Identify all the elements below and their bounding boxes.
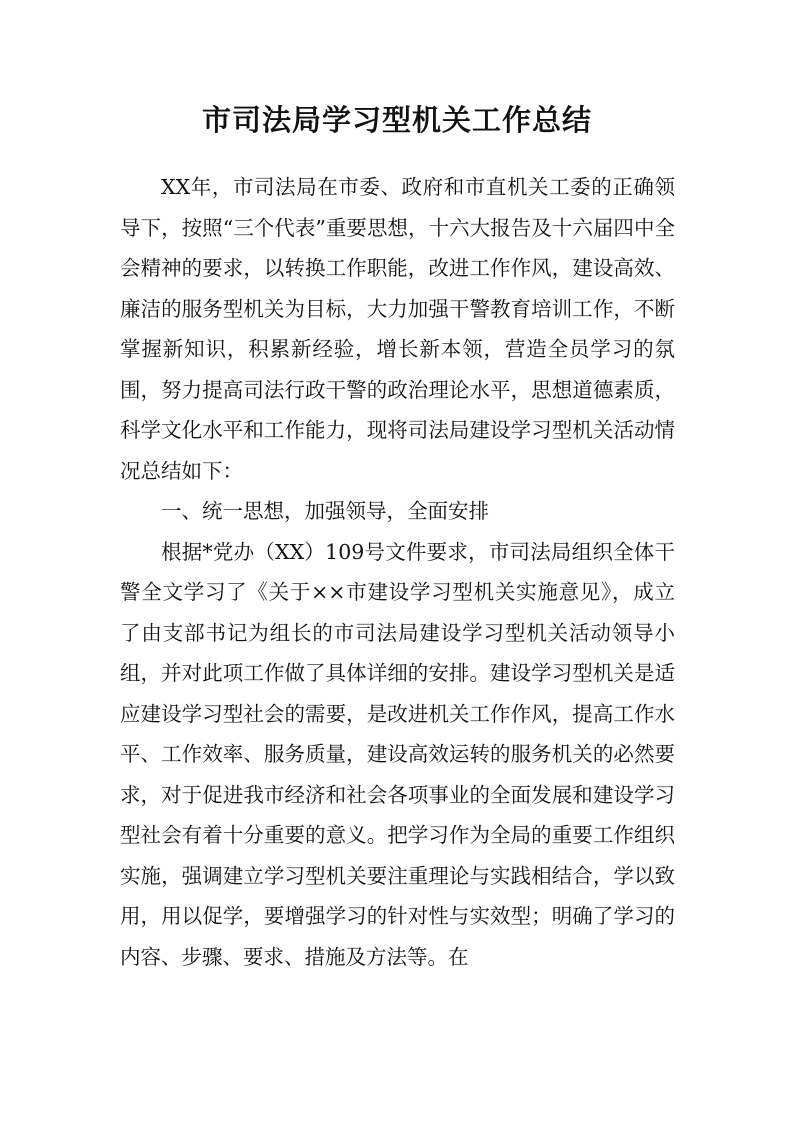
section-1-heading: 一、统一思想，加强领导，全面安排 [161, 499, 489, 523]
document-body [120, 167, 675, 977]
intro-paragraph: XX年，市司法局在市委、政府和市直机关工委的正确领导下，按照“三个代表”重要思想，十六大报告及十六届四中全会精神的要求，以转换工作职能，改进工作作风，建设高效、廉洁的服务型机关为目标，大力加强干警教育培训工作，不断掌握新知识，积累新经验，增长新本领，营造全员学习的氛围，努力提高司法行政干警的政治理论水平，思想道德素质，科学文化水平和工作能力，现将司法局建设学习型机关活动情况总结如下： [120, 175, 675, 483]
section-1-paragraph: 根据*党办（XX）109号文件要求，市司法局组织全体干警全文学习了《关于××市建设学习型机关实施意见》，成立了由支部书记为组长的市司法局建设学习型机关活动领导小组，并对此项工作做了具体详细的安排。建设学习型机关是适应建设学习型社会的需要，是改进机关工作作风，提高工作水平、工作效率、服务质量，建设高效运转的服务机关的必然要求，对于促进我市经济和社会各项事业的全面发展和建设学习型社会有着十分重要的意义。把学习作为全局的重要工作组织实施，强调建立学习型机关要注重理论与实践相结合，学以致用，用以促学，要增强学习的针对性与实效型；明确了学习的内容、步骤、要求、措施及方法等。在 [120, 539, 675, 969]
document-title: 市司法局学习型机关工作总结 [201, 103, 592, 137]
